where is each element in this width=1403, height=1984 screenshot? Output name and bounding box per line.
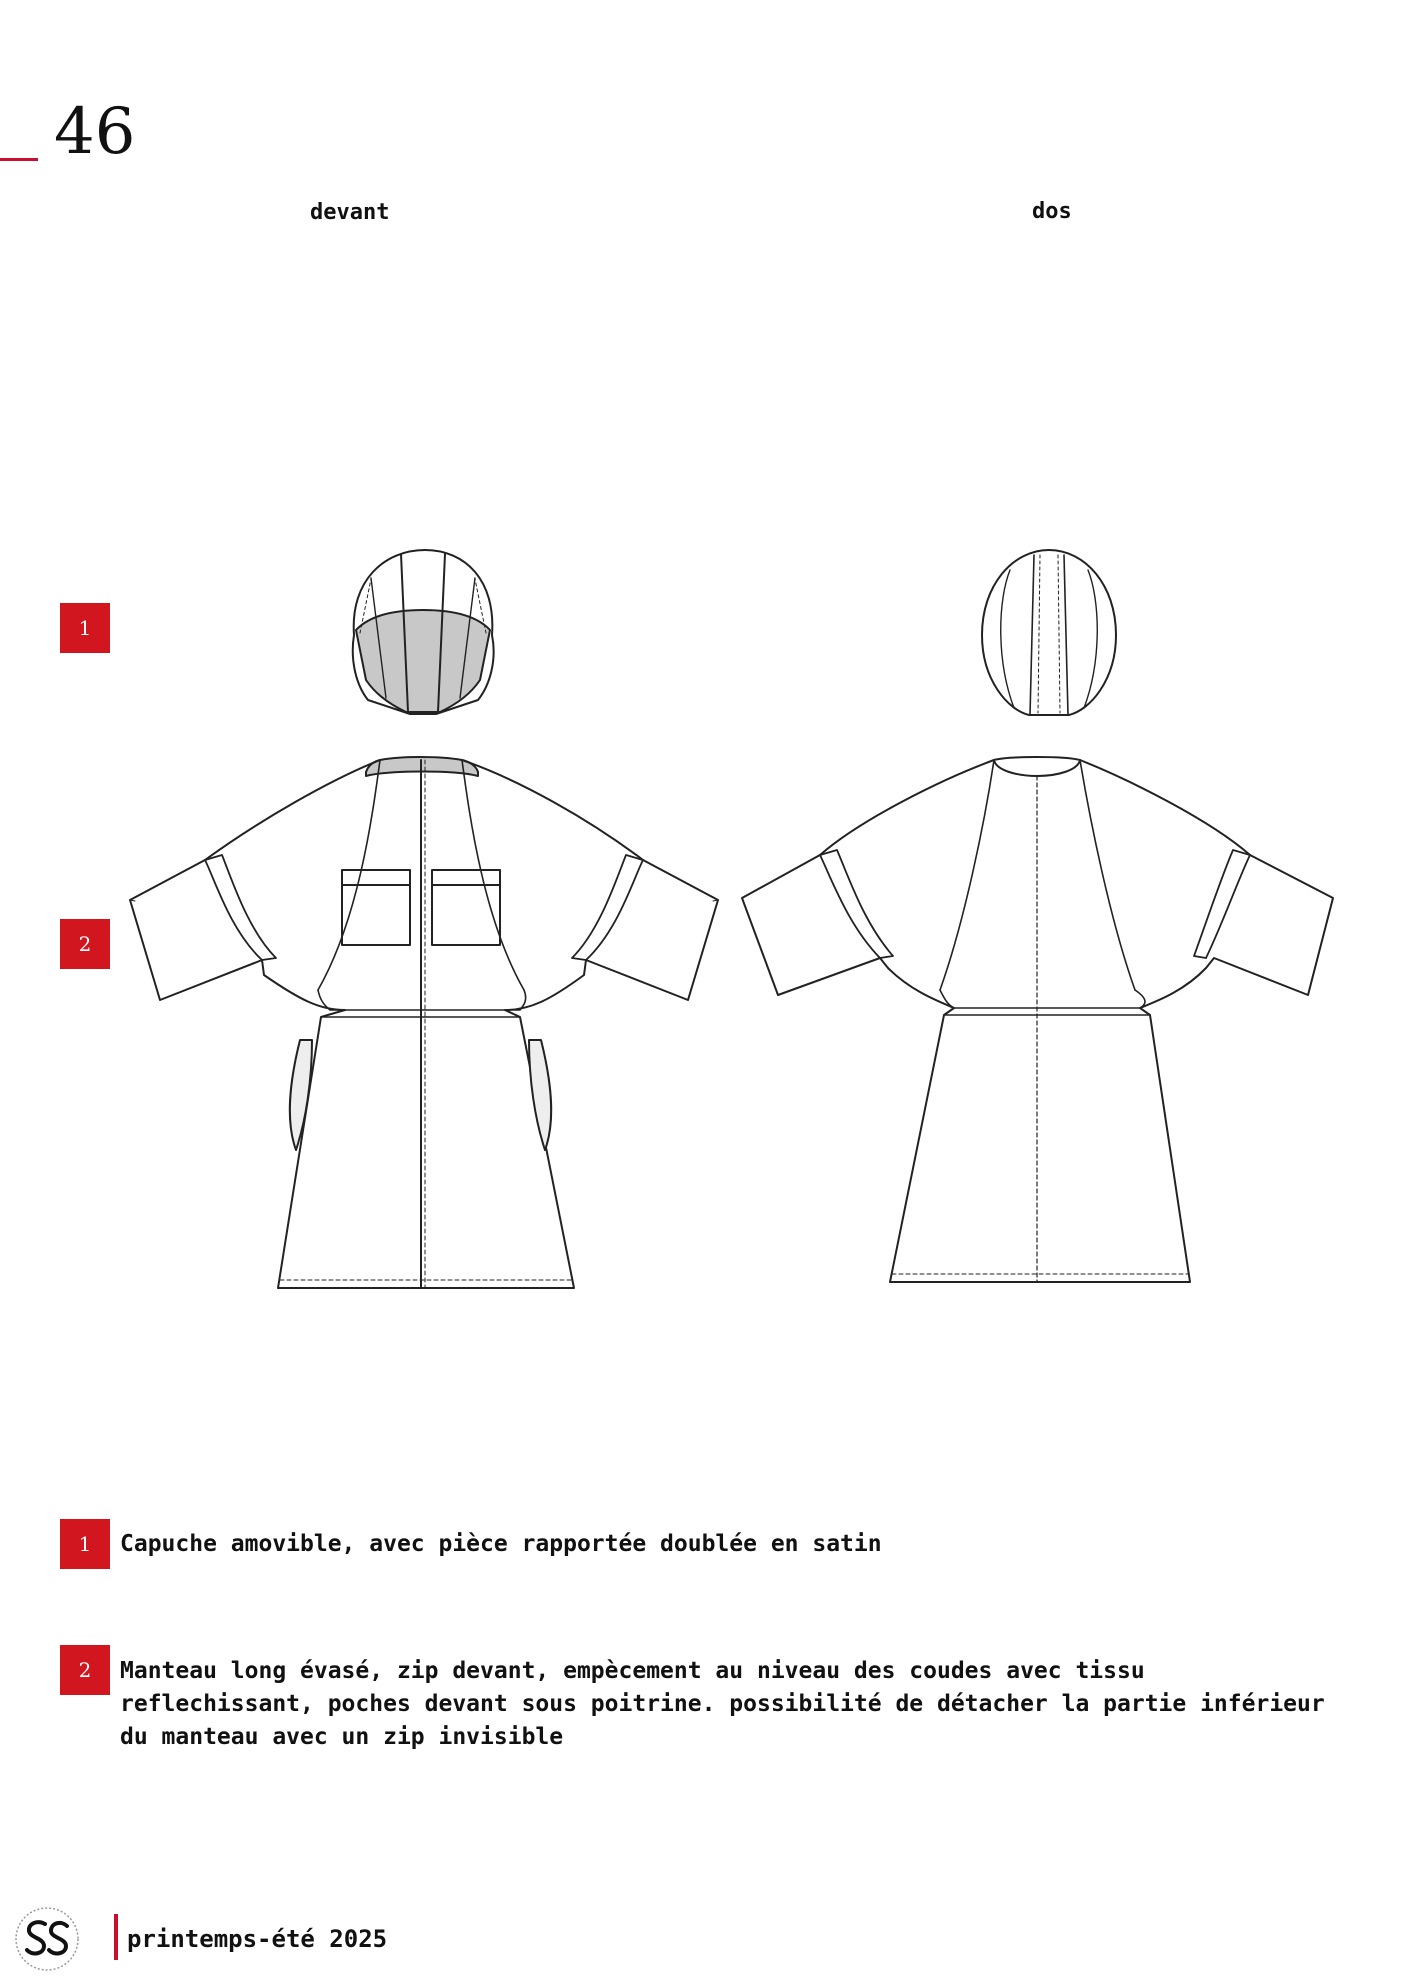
footer-accent-bar <box>114 1914 118 1960</box>
note-2-badge: 2 <box>60 1645 110 1695</box>
page-number: 46 <box>54 95 136 169</box>
front-hood-drawing <box>353 550 494 714</box>
note-1-badge: 1 <box>60 1519 110 1569</box>
back-view-label: dos <box>1032 199 1072 224</box>
back-coat-drawing <box>742 757 1333 1282</box>
page-number-rule <box>0 158 38 161</box>
back-hood-drawing <box>982 550 1116 715</box>
hood-marker-badge: 1 <box>60 603 110 653</box>
hem-stitching <box>280 1274 1188 1280</box>
front-view-label: devant <box>310 200 390 225</box>
coat-marker-badge: 2 <box>60 919 110 969</box>
note-1-text: Capuche amovible, avec pièce rapportée doublée en satin <box>120 1531 882 1557</box>
footer-season: printemps-été 2025 <box>127 1925 388 1953</box>
front-coat-drawing <box>130 757 718 1288</box>
garment-technical-drawings <box>0 520 1403 1300</box>
note-2-text: Manteau long évasé, zip devant, empècement au niveau des coudes avec tissu reflechissant, poches devant sous poitrine. possibilité de détacher la partie inférieur du manteau avec un zip invisible <box>120 1658 1325 1750</box>
brand-monogram-icon <box>12 1904 82 1974</box>
